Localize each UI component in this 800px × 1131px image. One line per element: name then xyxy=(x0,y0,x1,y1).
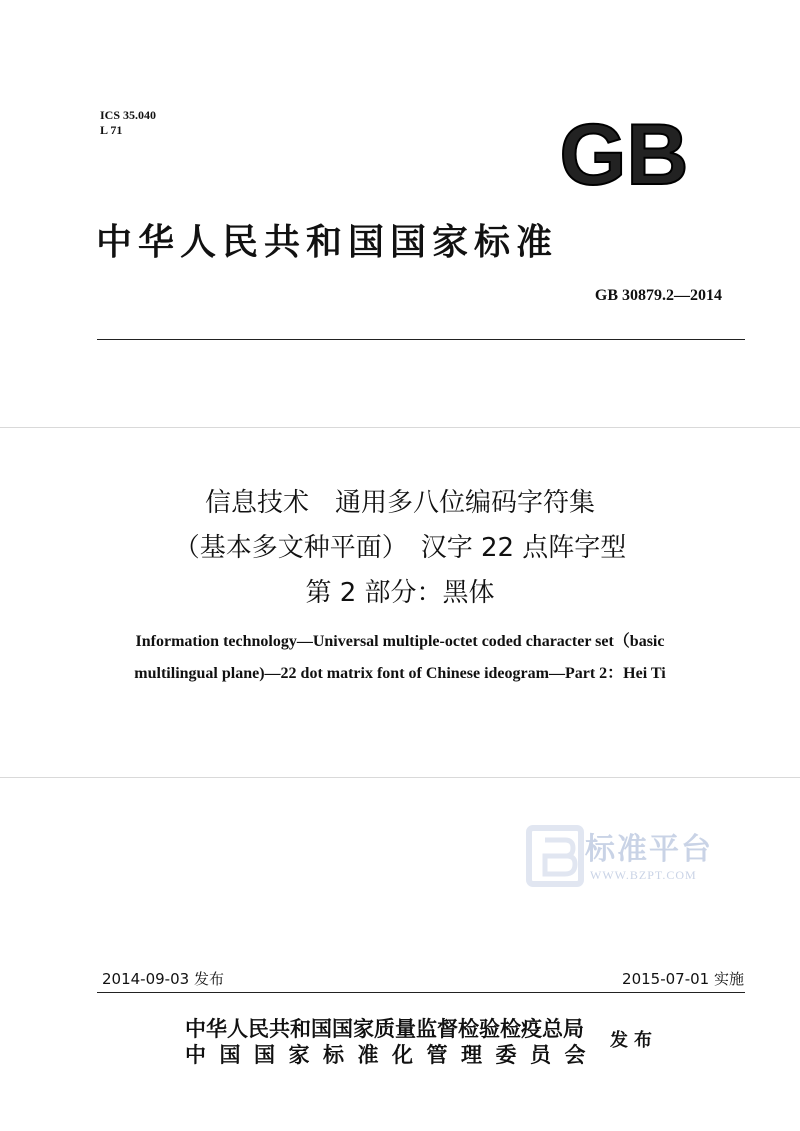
ics-code: ICS 35.040 xyxy=(100,108,157,122)
standard-title: 中华人民共和国国家标准 xyxy=(96,221,559,263)
publish-label: 发布 xyxy=(610,1030,658,1051)
english-title-line-2: multilingual plane)—22 dot matrix font of Chinese ideogram—Part 2：Hei Ti xyxy=(134,665,666,682)
implementation-date: 2015-07-01 实施 xyxy=(622,970,744,988)
header-divider xyxy=(97,339,745,340)
scan-line-upper xyxy=(0,427,800,428)
gb-logo-graphic xyxy=(545,118,703,192)
classification-codes xyxy=(100,108,156,138)
scan-line-lower xyxy=(0,777,800,778)
gb-logo xyxy=(545,118,703,192)
watermark-url: WWW.BZPT.COM xyxy=(590,868,697,882)
ccs-code: L 71 xyxy=(100,123,123,137)
issue-date: 2014-09-03 发布 xyxy=(102,970,224,988)
issuer-line-1: 中华人民共和国国家质量监督检验检疫总局 xyxy=(185,1016,584,1041)
watermark-text: 标准平台 xyxy=(585,832,713,867)
gb-logo-text: GB xyxy=(559,118,689,192)
chinese-title-line-1: 信息技术 通用多八位编码字符集 xyxy=(204,488,595,518)
issuer-line-2: 中国国家标准化管理委员会 xyxy=(185,1042,599,1067)
english-title-line-1: Information technology—Universal multiple-octet coded character set（basic xyxy=(135,633,665,650)
chinese-title-line-3: 第 2 部分：黑体 xyxy=(305,578,495,608)
chinese-title-line-2: （基本多文种平面） 汉字 22 点阵字型 xyxy=(173,533,627,563)
standard-number: GB 30879.2—2014 xyxy=(594,287,722,304)
footer-divider xyxy=(97,992,745,993)
watermark-b-icon xyxy=(525,822,585,892)
